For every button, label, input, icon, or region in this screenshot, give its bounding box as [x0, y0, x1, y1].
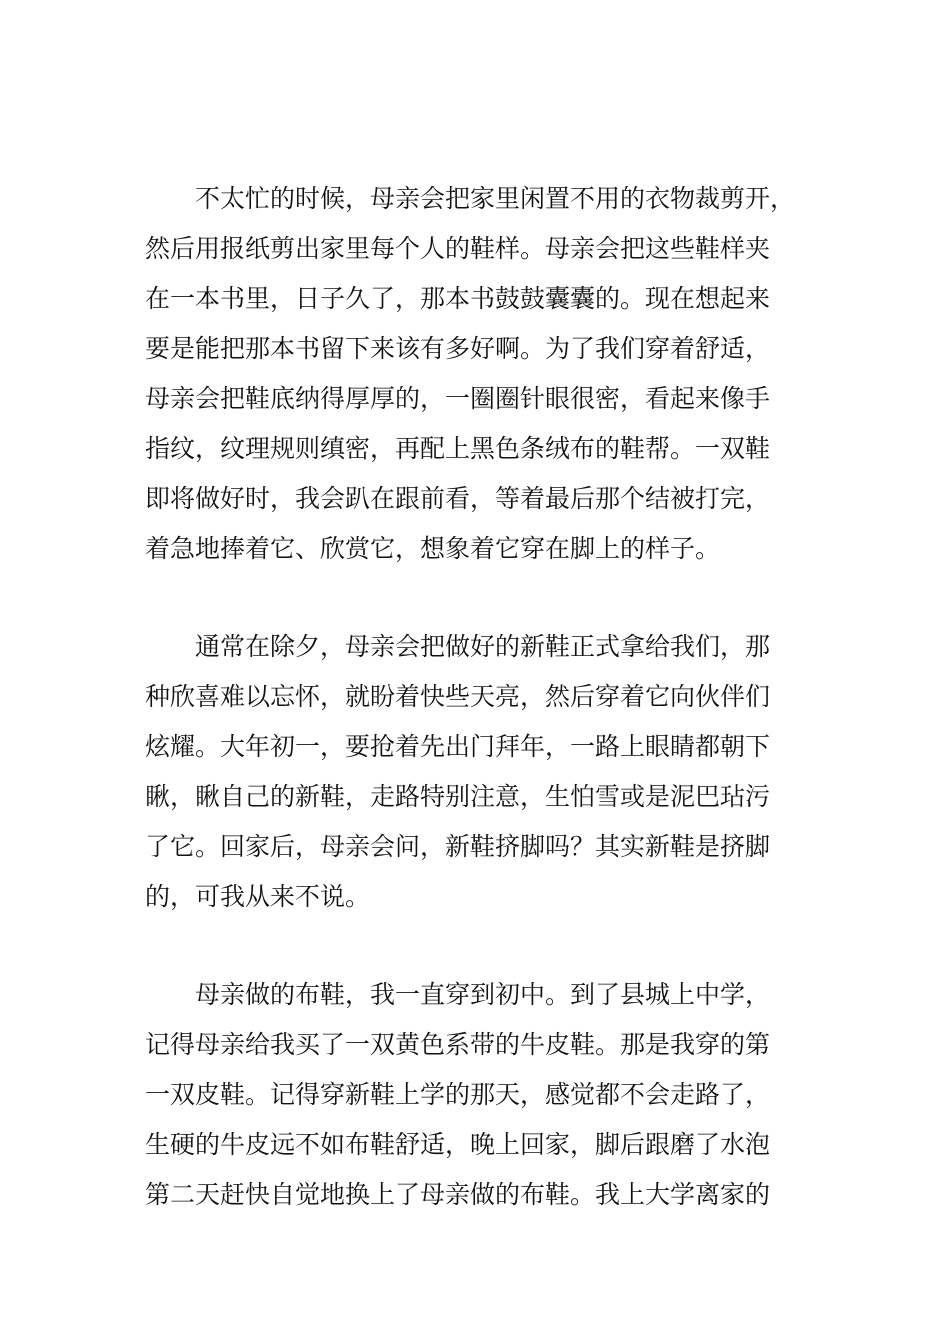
- paragraph-line: 瞅，瞅自己的新鞋，走路特别注意，生怕雪或是泥巴玷污: [145, 782, 771, 811]
- paragraph-line: 炫耀。大年初一，要抢着先出门拜年，一路上眼睛都朝下: [145, 732, 771, 761]
- paragraph-line: 记得母亲给我买了一双黄色系带的牛皮鞋。那是我穿的第: [145, 1030, 771, 1059]
- paragraph-line: 种欣喜难以忘怀，就盼着快些天亮，然后穿着它向伙伴们: [145, 682, 771, 711]
- paragraph-line: 在一本书里，日子久了，那本书鼓鼓囊囊的。现在想起来: [145, 284, 771, 313]
- paragraph-line: 母亲做的布鞋，我一直穿到初中。到了县城上中学，: [195, 980, 771, 1009]
- paragraph-line: 指纹，纹理规则缜密，再配上黑色条绒布的鞋帮。一双鞋: [145, 434, 771, 463]
- paragraph-line: 生硬的牛皮远不如布鞋舒适，晚上回家，脚后跟磨了水泡: [145, 1130, 771, 1159]
- paragraph-line: 要是能把那本书留下来该有多好啊。为了我们穿着舒适，: [145, 334, 771, 363]
- paragraph-line: 一双皮鞋。记得穿新鞋上学的那天，感觉都不会走路了，: [145, 1080, 771, 1109]
- paragraph-line: 不太忙的时候，母亲会把家里闲置不用的衣物裁剪开，: [195, 184, 796, 213]
- paragraph-line: 然后用报纸剪出家里每个人的鞋样。母亲会把这些鞋样夹: [145, 234, 771, 263]
- paragraph-line: 通常在除夕，母亲会把做好的新鞋正式拿给我们，那: [195, 632, 771, 661]
- paragraph-line: 着急地捧着它、欣赏它，想象着它穿在脚上的样子。: [145, 534, 721, 563]
- paragraph-line: 了它。回家后，母亲会问，新鞋挤脚吗？其实新鞋是挤脚: [145, 832, 771, 861]
- paragraph-line: 即将做好时，我会趴在跟前看，等着最后那个结被打完，: [145, 484, 771, 513]
- paragraph-line: 母亲会把鞋底纳得厚厚的，一圈圈针眼很密，看起来像手: [145, 384, 771, 413]
- paragraph-line: 的，可我从来不说。: [145, 882, 371, 911]
- paragraph-line: 第二天赶快自觉地换上了母亲做的布鞋。我上大学离家的: [145, 1180, 771, 1209]
